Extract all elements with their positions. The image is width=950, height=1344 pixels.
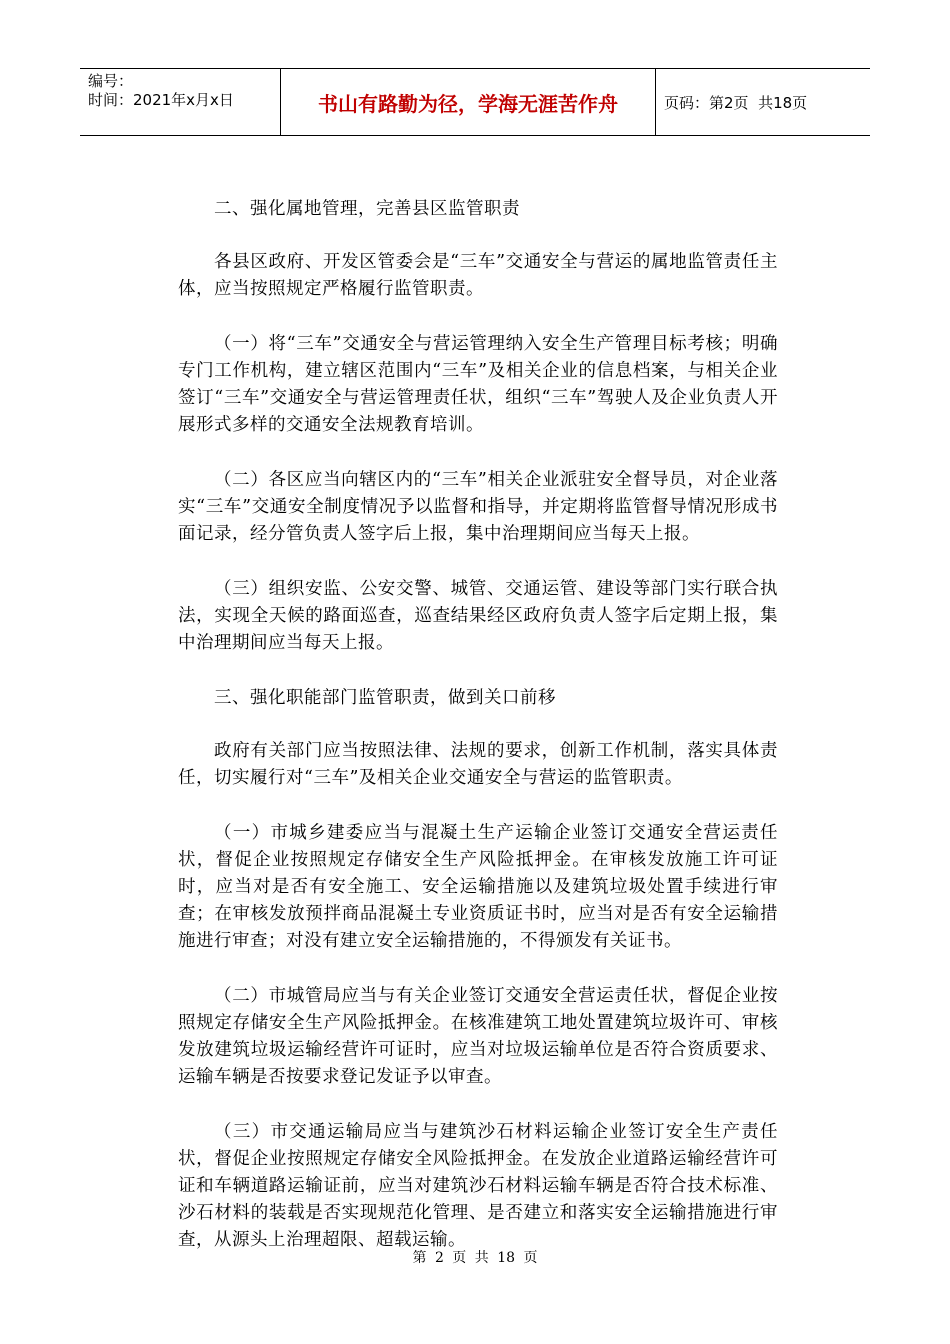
page-info-text: 页码：第2页 共18页 <box>664 93 808 112</box>
document-date-label: 时间：2021年x月x日 <box>88 91 234 109</box>
document-header <box>80 68 870 136</box>
body-paragraph: 政府有关部门应当按照法律、法规的要求，创新工作机制，落实具体责任，切实履行对“三车”及相关企业交通安全与营运的监管职责。 <box>178 741 778 788</box>
body-paragraph: （二）各区应当向辖区内的“三车”相关企业派驻安全督导员，对企业落实“三车”交通安全制度情况予以监督和指导，并定期将监管督导情况形成书面记录，经分管负责人签字后上报，集中治理期间应当每天上报。 <box>178 470 778 544</box>
section-heading: 二、强化属地管理，完善县区监管职责 <box>214 199 520 219</box>
header-motto: 书山有路勤为径，学海无涯苦作舟 <box>281 69 656 135</box>
body-paragraph: （一）市城乡建委应当与混凝土生产运输企业签订交通安全营运责任状，督促企业按照规定存储安全生产风险抵押金。在审核发放施工许可证时，应当对是否有安全施工、安全运输措施以及建筑垃圾处置手续进行审查；在审核发放预拌商品混凝土专业资质证书时，应当对是否有安全运输措施进行审查；对没有建立安全运输措施的，不得颁发有关证书。 <box>178 823 778 951</box>
document-body <box>178 196 778 1282</box>
page-footer: 第 2 页 共 18 页 <box>412 1250 538 1266</box>
document-number-label: 编号： <box>88 72 134 90</box>
body-paragraph: 各县区政府、开发区管委会是“三车”交通安全与营运的属地监管责任主体，应当按照规定严格履行监管职责。 <box>178 252 778 299</box>
body-paragraph: （二）市城管局应当与有关企业签订交通安全营运责任状，督促企业按照规定存储安全生产风险抵押金。在核准建筑工地处置建筑垃圾许可、审核发放建筑垃圾运输经营许可证时，应当对垃圾运输单位是否符合资质要求、运输车辆是否按要求登记发证予以审查。 <box>178 986 778 1087</box>
body-paragraph: （三）组织安监、公安交警、城管、交通运管、建设等部门实行联合执法，实现全天候的路面巡查，巡查结果经区政府负责人签字后定期上报，集中治理期间应当每天上报。 <box>178 579 778 653</box>
section-heading: 三、强化职能部门监管职责，做到关口前移 <box>214 688 556 708</box>
body-paragraph: （三）市交通运输局应当与建筑沙石材料运输企业签订安全生产责任状，督促企业按照规定存储安全风险抵押金。在发放企业道路运输经营许可证和车辆道路运输证前，应当对建筑沙石材料运输车辆是否符合技术标准、沙石材料的装载是否实现规范化管理、是否建立和落实安全运输措施进行审查，从源头上治理超限、超载运输。 <box>178 1122 778 1250</box>
header-page-info <box>656 69 870 135</box>
header-meta <box>80 69 281 135</box>
body-paragraph: （一）将“三车”交通安全与营运管理纳入安全生产管理目标考核；明确专门工作机构，建立辖区范围内“三车”及相关企业的信息档案，与相关企业签订“三车”交通安全与营运管理责任状，组织“三车”驾驶人及企业负责人开展形式多样的交通安全法规教育培训。 <box>178 334 778 435</box>
